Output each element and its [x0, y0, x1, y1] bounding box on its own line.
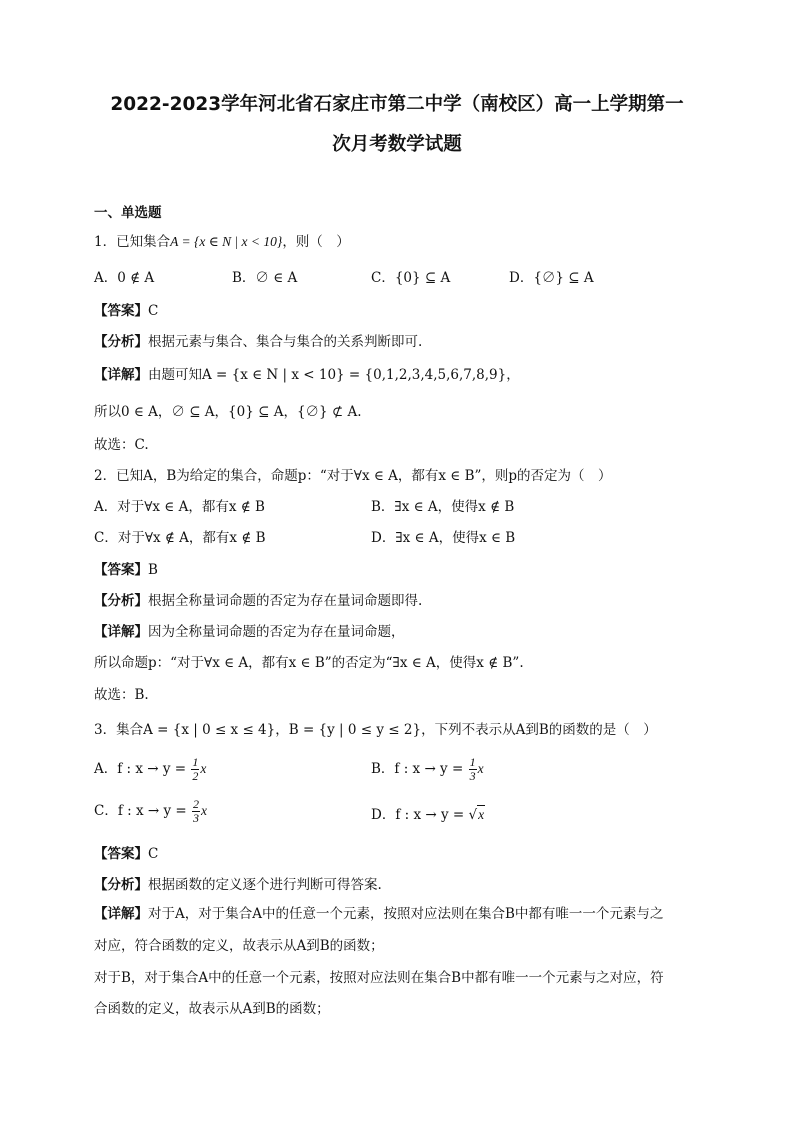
q1-option-c: C．{0} ⊆ A: [371, 270, 451, 286]
q3-stem: 3．集合A = {x | 0 ≤ x ≤ 4}，B = {y | 0 ≤ y ≤ 2}，下列不表示从A到B的函数的是（ ）: [94, 722, 657, 738]
q2-analysis-text: 根据全称量词命题的否定为存在量词命题即得.: [148, 593, 423, 609]
analysis-tag: 【分析】: [94, 593, 148, 609]
answer-tag: 【答案】: [94, 303, 148, 319]
q1-set: A = {x ∈ N | x < 10}: [170, 234, 283, 249]
q3-answer-value: C: [148, 846, 159, 862]
q3-option-b-prefix: B．f : x → y =: [371, 761, 464, 777]
q1-option-d: D．{∅} ⊆ A: [509, 270, 594, 286]
q3-analysis-text: 根据函数的定义逐个进行判断可得答案.: [148, 877, 382, 893]
q1-suffix: ，则（ ）: [282, 234, 350, 250]
q2-analysis: [94, 592, 422, 610]
q3-option-c-var: x: [201, 803, 207, 818]
q1-option-b: B．∅ ∈ A: [232, 270, 298, 286]
q3-option-a-prefix: A．f : x → y =: [94, 761, 187, 777]
q3-detail: [94, 905, 663, 923]
q3-detail-line3: 对于B，对于集合A中的任意一个元素，按照对应法则在集合B中都有唯一一个元素与之对应，符: [94, 970, 664, 986]
section-heading: 一、单选题: [94, 205, 162, 221]
q2-detail-text: 因为全称量词命题的否定为存在量词命题，: [148, 624, 405, 640]
sqrt-icon: √: [468, 807, 478, 823]
q1-analysis-text: 根据元素与集合、集合与集合的关系判断即可.: [148, 334, 423, 350]
fraction-denominator: 3: [469, 769, 476, 783]
q3-detail-line2: 对应，符合函数的定义，故表示从A到B的函数；: [94, 938, 384, 954]
q3-option-c: [94, 798, 207, 825]
q1-stem: [94, 233, 350, 251]
fraction-numerator: 1: [469, 755, 476, 769]
q3-option-a-fraction: [191, 756, 199, 783]
detail-tag: 【详解】: [94, 367, 148, 383]
page-title-line2: 次月考数学试题: [332, 134, 462, 155]
q3-detail-line4: 合函数的定义，故表示从A到B的函数；: [94, 1001, 330, 1017]
answer-tag: 【答案】: [94, 562, 148, 578]
q3-detail-text: 对于A，对于集合A中的任意一个元素，按照对应法则在集合B中都有唯一一个元素与之: [148, 906, 664, 922]
q1-detail-text: 由题可知A = {x ∈ N | x < 10} = {0,1,2,3,4,5,6,7,8,9}，: [148, 367, 520, 383]
q3-analysis: [94, 876, 382, 894]
q2-option-a: A．对于∀x ∈ A，都有x ∉ B: [94, 499, 265, 515]
q2-stem: 2．已知A，B为给定的集合，命题p：“对于∀x ∈ A，都有x ∈ B”，则p的否定为（ ）: [94, 468, 612, 484]
fraction-numerator: 1: [192, 755, 199, 769]
q3-option-a: [94, 756, 206, 783]
q2-choose: 故选：B.: [94, 687, 149, 703]
q3-option-c-prefix: C．f : x → y =: [94, 803, 187, 819]
q2-answer: [94, 561, 158, 579]
detail-tag: 【详解】: [94, 624, 148, 640]
q1-answer-value: C: [148, 303, 159, 319]
q1-option-a: A．0 ∉ A: [94, 270, 155, 286]
q1-detail-line2: 所以0 ∈ A，∅ ⊆ A，{0} ⊆ A，{∅} ⊄ A.: [94, 404, 362, 420]
q1-answer: [94, 302, 158, 320]
fraction-denominator: 2: [192, 769, 199, 783]
fraction-denominator: 3: [193, 811, 199, 825]
q1-prefix: 1．已知集合: [94, 234, 171, 250]
detail-tag: 【详解】: [94, 906, 148, 922]
q3-option-d: [371, 805, 485, 824]
q2-option-c: C．对于∀x ∉ A，都有x ∉ B: [94, 530, 266, 546]
q3-option-b-var: x: [477, 761, 484, 776]
page-title-line1: 2022-2023学年河北省石家庄市第二中学（南校区）高一上学期第一: [110, 94, 684, 115]
q2-option-d: D．∃x ∈ A，使得x ∈ B: [371, 530, 516, 546]
q3-option-b: [371, 756, 484, 783]
answer-tag: 【答案】: [94, 846, 148, 862]
q3-option-c-fraction: [192, 798, 200, 825]
q1-detail: [94, 366, 520, 384]
q3-option-d-radicand: x: [478, 807, 485, 822]
q3-option-d-prefix: D．f : x → y =: [371, 807, 465, 823]
q1-choose: 故选：C.: [94, 437, 149, 453]
q2-detail-line2: 所以命题p：“对于∀x ∈ A，都有x ∈ B”的否定为“∃x ∈ A，使得x ∉ B”.: [94, 655, 524, 671]
fraction-numerator: 2: [193, 797, 199, 811]
q3-option-b-fraction: [469, 756, 477, 783]
q2-option-b: B．∃x ∈ A，使得x ∉ B: [371, 499, 515, 515]
q3-option-a-var: x: [200, 761, 207, 776]
q1-analysis: [94, 333, 422, 351]
analysis-tag: 【分析】: [94, 877, 148, 893]
q2-answer-value: B: [148, 562, 158, 578]
analysis-tag: 【分析】: [94, 334, 148, 350]
q2-detail: [94, 623, 405, 641]
q3-answer: [94, 845, 158, 863]
